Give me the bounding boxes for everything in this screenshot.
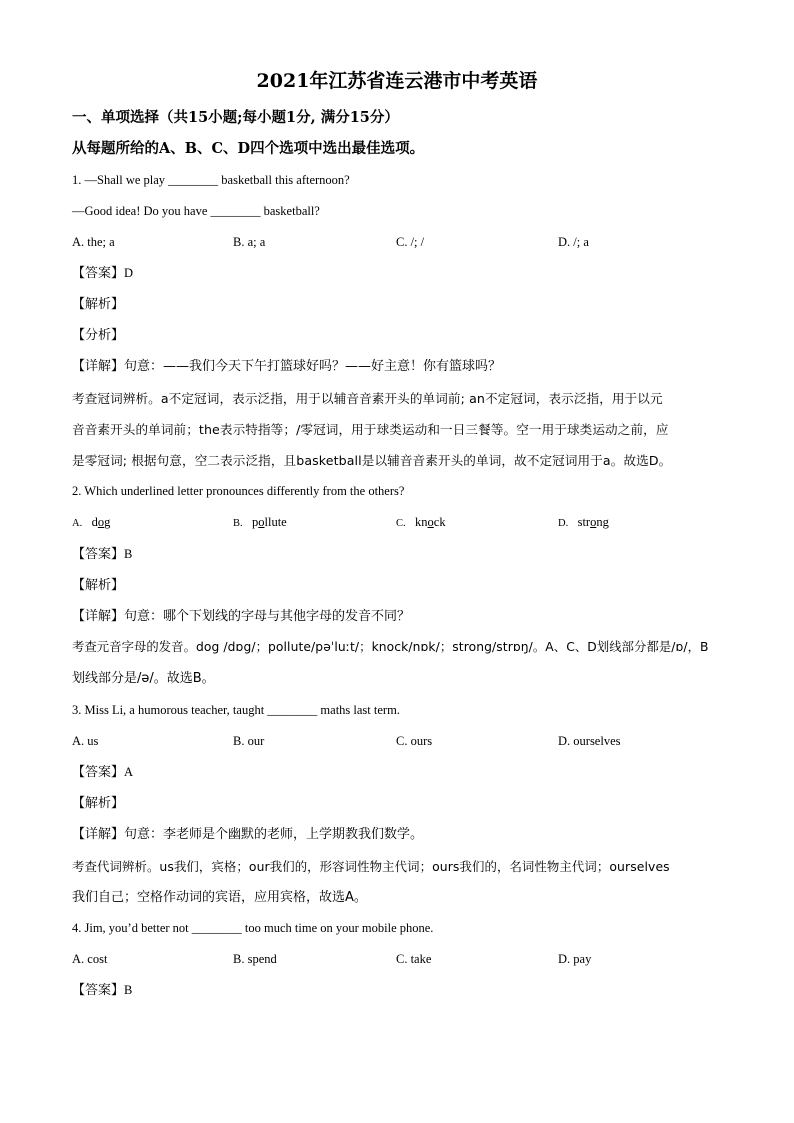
q2-options	[72, 507, 722, 538]
q3-explanation-line-2: 我们自己；空格作动词的宾语，应用宾格，故选A。	[72, 890, 367, 905]
q4-answer-row	[72, 975, 722, 1006]
q1-option-d: D. /; a	[558, 235, 589, 249]
q2-explanation-line-1: 考查元音字母的发音。dog /dɒg/；pollute/pəˈluːt/；knock/nɒk/；strong/strɒŋ/。A、C、D划线部分都是/ɒ/，B	[72, 640, 709, 654]
q3-detail-text: 句意：李老师是个幽默的老师，上学期教我们数学。	[124, 827, 424, 842]
q1-explanation-line-2: 音音素开头的单词前；the表示特指等；/零冠词，用于球类运动和一日三餐等。空一用于球类运动之前，应	[72, 422, 669, 437]
q3-option-c: C. ours	[396, 734, 433, 748]
q2-analysis-label: 【解析】	[72, 578, 125, 593]
q1-analysis-label: 【解析】	[72, 297, 125, 312]
answer-label: 【答案】	[72, 547, 125, 562]
q2-option-d: D. strong	[558, 515, 609, 529]
q4-stem: 4. Jim, you’d better not ________ too much time on your mobile phone.	[72, 921, 434, 935]
q1-answer-row	[72, 258, 722, 289]
q3-answer-row	[72, 757, 722, 788]
q2-detail-text: 句意：哪个下划线的字母与其他字母的发音不同？	[124, 609, 411, 624]
q2-stem: 2. Which underlined letter pronounces differently from the others?	[72, 484, 405, 498]
q3-option-d: D. ourselves	[558, 734, 621, 748]
q4-options	[72, 944, 722, 975]
q1-breakdown-label: 【分析】	[72, 328, 125, 343]
q2-option-a-underlined-letter: o	[97, 515, 105, 529]
q3-detail-row	[72, 819, 722, 850]
q1-stem-line-2: —Good idea! Do you have ________ basketball?	[72, 204, 320, 218]
answer-label: 【答案】	[72, 765, 125, 780]
q3-answer-value: A	[124, 765, 134, 779]
q1-answer-value: D	[124, 266, 134, 280]
q2-answer-value: B	[124, 547, 133, 561]
q3-explanation-line-1: 考查代词辨析。us我们，宾格；our我们的，形容词性物主代词；ours我们的，名词性物主代词；ourselves	[72, 859, 670, 874]
q1-detail-row	[72, 351, 722, 382]
section-instruction: 从每题所给的A、B、C、D四个选项中选出最佳选项。	[72, 140, 425, 157]
q3-analysis-label: 【解析】	[72, 796, 125, 811]
q4-option-b: B. spend	[233, 952, 277, 966]
q1-option-a: A. the; a	[72, 235, 115, 249]
q1-detail-text: 句意：——我们今天下午打篮球好吗？——好主意！你有篮球吗？	[124, 359, 502, 374]
q4-option-d: D. pay	[558, 952, 592, 966]
q2-option-d-underlined-letter: o	[590, 515, 597, 529]
q4-option-c: C. take	[396, 952, 432, 966]
q3-option-a: A. us	[72, 734, 99, 748]
q1-stem-line-1: 1. —Shall we play ________ basketball this afternoon?	[72, 173, 350, 187]
q1-option-c: C. /; /	[396, 235, 425, 249]
q3-option-b: B. our	[233, 734, 265, 748]
q2-option-b: B. pollute	[233, 515, 287, 529]
detail-label: 【详解】	[72, 359, 125, 374]
q2-explanation-line-2: 划线部分是/ə/。故选B。	[72, 671, 215, 686]
q2-option-c: C. knock	[396, 515, 446, 529]
page-title: 2021年江苏省连云港市中考英语	[256, 70, 538, 92]
q1-options	[72, 227, 722, 258]
answer-label: 【答案】	[72, 983, 125, 998]
q2-detail-row	[72, 601, 722, 632]
q1-option-b: B. a; a	[233, 235, 266, 249]
section-heading: 一、单项选择（共15小题;每小题1分, 满分15分）	[72, 109, 399, 126]
q2-option-c-underlined-letter: o	[427, 515, 434, 529]
q2-option-b-underlined-letter: o	[258, 515, 265, 529]
q3-stem: 3. Miss Li, a humorous teacher, taught ________ maths last term.	[72, 703, 400, 717]
q4-answer-value: B	[124, 983, 133, 997]
answer-label: 【答案】	[72, 266, 125, 281]
q1-explanation-line-3: 是零冠词; 根据句意，空二表示泛指，且basketball是以辅音音素开头的单词，故不定冠词用于a。故选D。	[72, 453, 672, 468]
q3-options	[72, 726, 722, 757]
detail-label: 【详解】	[72, 609, 125, 624]
q1-explanation-line-1: 考查冠词辨析。a不定冠词，表示泛指，用于以辅音音素开头的单词前; an不定冠词，表示泛指，用于以元	[72, 391, 663, 406]
q2-answer-row	[72, 539, 722, 570]
detail-label: 【详解】	[72, 827, 125, 842]
q4-option-a: A. cost	[72, 952, 108, 966]
q2-option-a: A. dog	[72, 515, 111, 529]
